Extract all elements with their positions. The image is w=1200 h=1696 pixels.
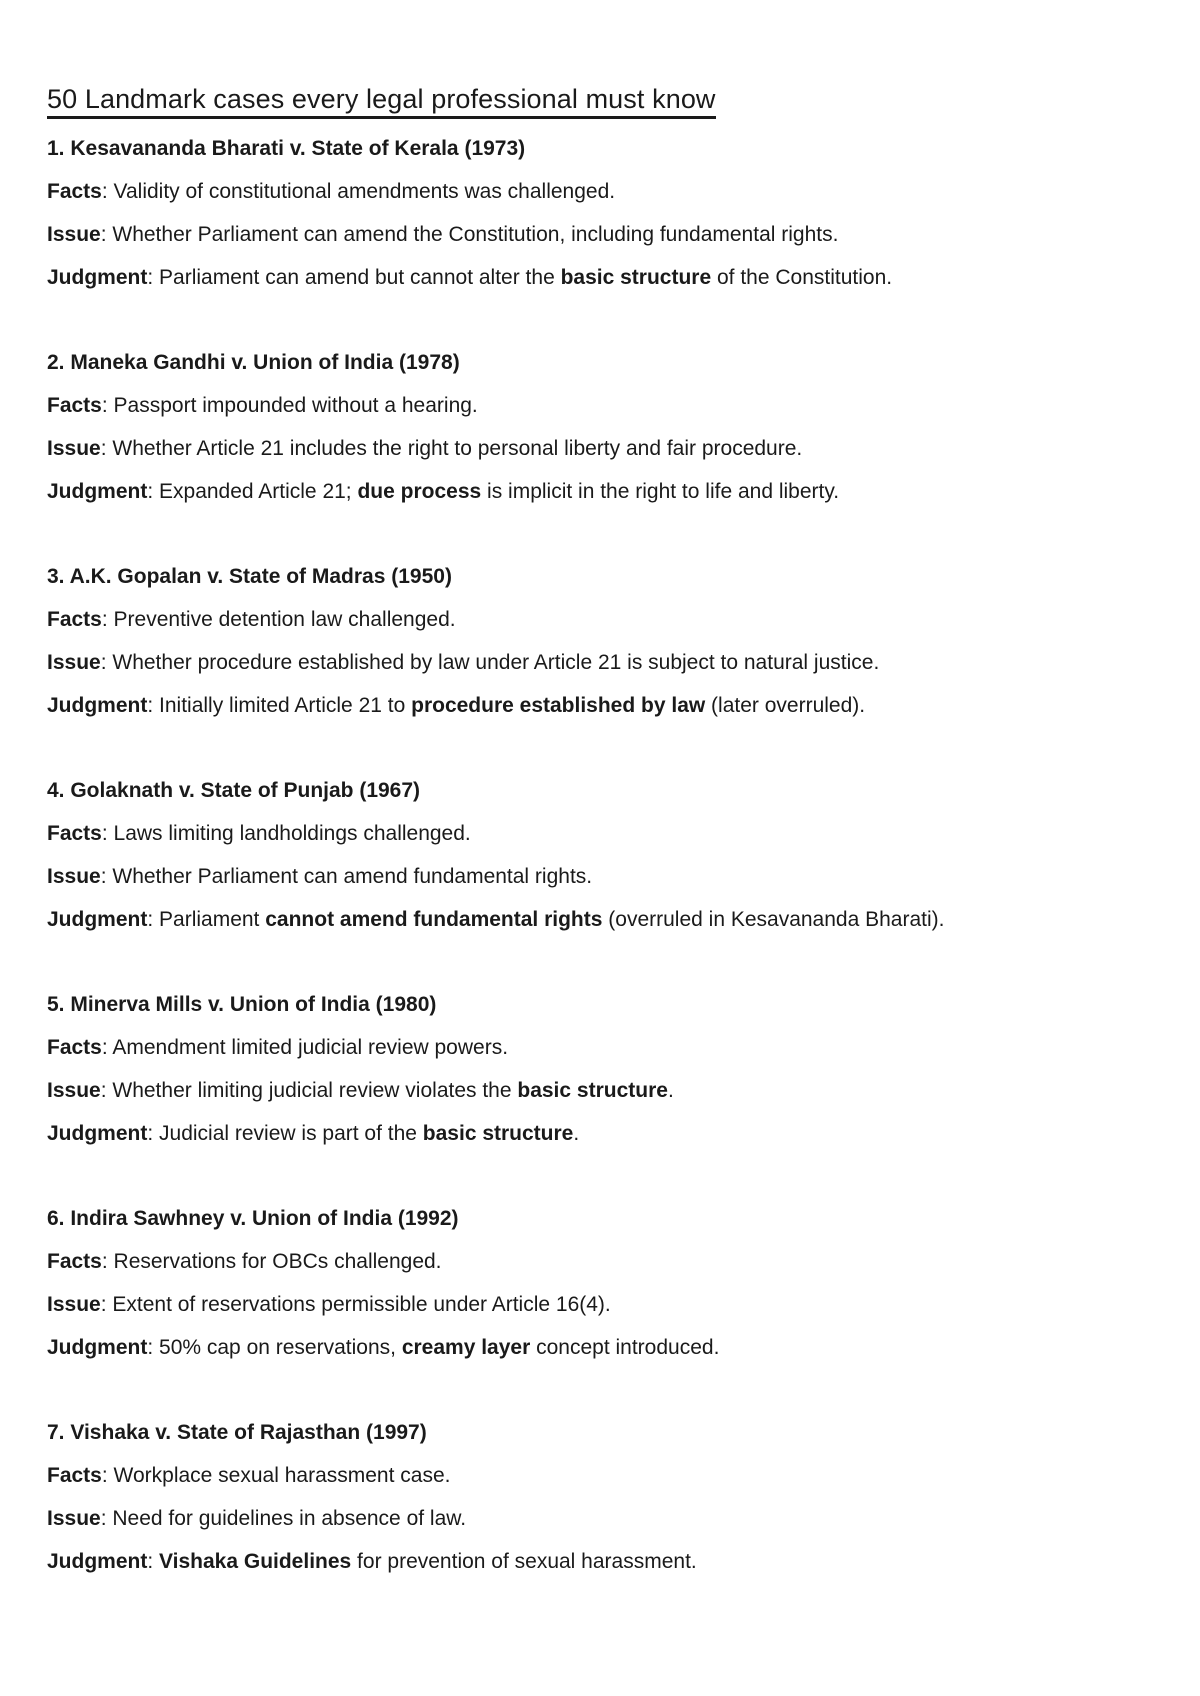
- case-issue: [47, 855, 1167, 898]
- case-facts: [47, 1454, 1167, 1497]
- issue-text: : Whether Article 21 includes the right to personal liberty and fair procedure.: [100, 437, 803, 460]
- judgment-text: : Parliament can amend but cannot alter the: [147, 266, 561, 289]
- judgment-emphasis: basic structure: [422, 1122, 574, 1145]
- document-page: [47, 82, 1167, 1625]
- facts-label: Facts: [47, 1250, 102, 1273]
- case-facts: [47, 1240, 1167, 1283]
- facts-text: : Laws limiting landholdings challenged.: [101, 822, 471, 845]
- judgment-text-end: of the Constitution.: [711, 266, 893, 289]
- case-judgment: [47, 684, 1167, 727]
- case-title: 7. Vishaka v. State of Rajasthan (1997): [47, 1421, 427, 1444]
- case-facts: [47, 384, 1167, 427]
- facts-label: Facts: [47, 822, 102, 845]
- facts-label: Facts: [47, 1464, 102, 1487]
- case-title: 2. Maneka Gandhi v. Union of India (1978): [47, 351, 460, 374]
- judgment-label: Judgment: [47, 1122, 148, 1145]
- case-title: 4. Golaknath v. State of Punjab (1967): [47, 779, 421, 802]
- issue-label: Issue: [47, 865, 101, 888]
- issue-label: Issue: [47, 437, 101, 460]
- issue-emphasis: basic structure: [517, 1079, 668, 1102]
- judgment-text-end: for prevention of sexual harassment.: [351, 1550, 697, 1573]
- case-issue: [47, 1069, 1167, 1112]
- judgment-emphasis: basic structure: [560, 266, 712, 289]
- facts-text: : Reservations for OBCs challenged.: [101, 1250, 442, 1273]
- issue-label: Issue: [47, 1293, 101, 1316]
- case-judgment: [47, 1540, 1167, 1583]
- facts-label: Facts: [47, 180, 102, 203]
- case-issue: [47, 641, 1167, 684]
- judgment-emphasis: due process: [357, 480, 482, 503]
- case-judgment: [47, 1326, 1167, 1369]
- judgment-label: Judgment: [47, 480, 148, 503]
- judgment-text-end: (overruled in Kesavananda Bharati).: [602, 908, 945, 931]
- judgment-label: Judgment: [47, 1550, 148, 1573]
- facts-text: : Validity of constitutional amendments was challenged.: [101, 180, 616, 203]
- judgment-text-end: is implicit in the right to life and liberty.: [481, 480, 840, 503]
- case-entry: [47, 1197, 1167, 1369]
- judgment-emphasis: cannot amend fundamental rights: [265, 908, 603, 931]
- case-judgment: [47, 470, 1167, 513]
- case-issue: [47, 213, 1167, 256]
- facts-label: Facts: [47, 1036, 102, 1059]
- issue-text: : Whether Parliament can amend the Constitution, including fundamental rights.: [100, 223, 839, 246]
- document-title: 50 Landmark cases every legal professional must know: [47, 82, 716, 119]
- case-issue: [47, 427, 1167, 470]
- facts-text: : Amendment limited judicial review powers.: [101, 1036, 509, 1059]
- facts-label: Facts: [47, 608, 102, 631]
- case-facts: [47, 598, 1167, 641]
- case-facts: [47, 812, 1167, 855]
- judgment-text: : Judicial review is part of the: [147, 1122, 423, 1145]
- case-judgment: [47, 1112, 1167, 1155]
- issue-text: : Whether Parliament can amend fundamental rights.: [100, 865, 593, 888]
- issue-label: Issue: [47, 223, 101, 246]
- case-title: 1. Kesavananda Bharati v. State of Kerala (1973): [47, 137, 526, 160]
- case-entry: [47, 555, 1167, 727]
- judgment-text: :: [147, 1550, 160, 1573]
- case-issue: [47, 1497, 1167, 1540]
- facts-text: : Passport impounded without a hearing.: [101, 394, 478, 417]
- judgment-label: Judgment: [47, 908, 148, 931]
- case-facts: [47, 1026, 1167, 1069]
- judgment-text-end: concept introduced.: [530, 1336, 720, 1359]
- issue-text: : Whether procedure established by law under Article 21 is subject to natural justice.: [100, 651, 880, 674]
- facts-label: Facts: [47, 394, 102, 417]
- judgment-text: : Initially limited Article 21 to: [147, 694, 412, 717]
- judgment-emphasis: procedure established by law: [411, 694, 706, 717]
- judgment-label: Judgment: [47, 266, 148, 289]
- judgment-emphasis: creamy layer: [401, 1336, 531, 1359]
- judgment-text: : 50% cap on reservations,: [147, 1336, 402, 1359]
- issue-label: Issue: [47, 1507, 101, 1530]
- judgment-label: Judgment: [47, 694, 148, 717]
- judgment-text-end: .: [573, 1122, 580, 1145]
- judgment-text-end: (later overruled).: [705, 694, 866, 717]
- case-entry: [47, 769, 1167, 941]
- case-judgment: [47, 898, 1167, 941]
- judgment-text: : Parliament: [147, 908, 266, 931]
- issue-text: : Need for guidelines in absence of law.: [100, 1507, 467, 1530]
- judgment-text: : Expanded Article 21;: [147, 480, 358, 503]
- case-entry: [47, 1411, 1167, 1583]
- judgment-label: Judgment: [47, 1336, 148, 1359]
- case-entry: [47, 341, 1167, 513]
- issue-label: Issue: [47, 651, 101, 674]
- judgment-emphasis: Vishaka Guidelines: [159, 1550, 352, 1573]
- case-entry: [47, 983, 1167, 1155]
- issue-text: : Extent of reservations permissible under Article 16(4).: [100, 1293, 611, 1316]
- case-judgment: [47, 256, 1167, 299]
- facts-text: : Preventive detention law challenged.: [101, 608, 456, 631]
- case-title: 3. A.K. Gopalan v. State of Madras (1950): [47, 565, 452, 588]
- case-entry: [47, 127, 1167, 299]
- case-facts: [47, 170, 1167, 213]
- issue-text: : Whether limiting judicial review violates the: [100, 1079, 518, 1102]
- case-title: 6. Indira Sawhney v. Union of India (1992): [47, 1207, 459, 1230]
- case-title: 5. Minerva Mills v. Union of India (1980): [47, 993, 437, 1016]
- facts-text: : Workplace sexual harassment case.: [101, 1464, 451, 1487]
- case-issue: [47, 1283, 1167, 1326]
- issue-label: Issue: [47, 1079, 101, 1102]
- issue-text-end: .: [667, 1079, 674, 1102]
